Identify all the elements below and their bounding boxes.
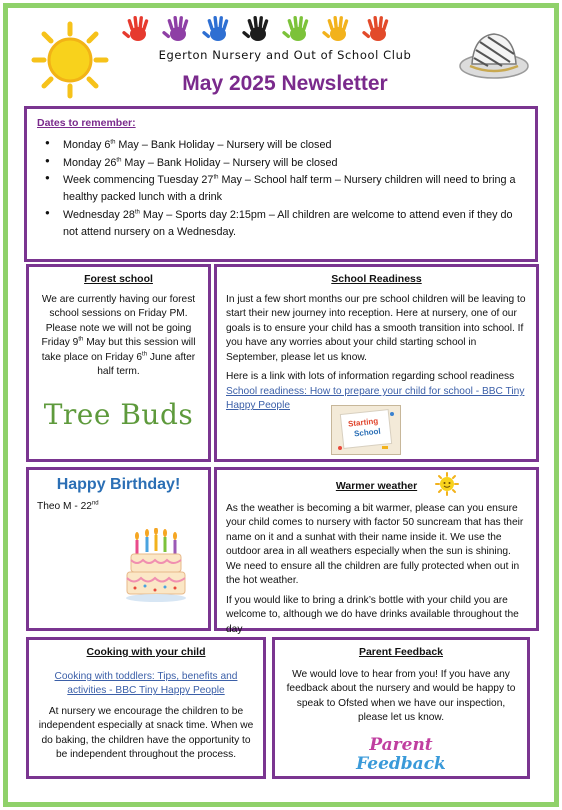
cooking-link[interactable]: Cooking with toddlers: Tips, benefits and activities - BBC Tiny Happy People <box>54 671 238 697</box>
warmer-weather-text: As the weather is becoming a bit warmer, please can you ensure your child comes to nursery with factor 50 suncream that has their name on it and a sunhat with their name inside it. We use the outdoor area in all weathers especially when the sun is shining. We need to ensure all the children are fully protected when out in the hot weather. <box>226 503 524 587</box>
starting-school-line1: Starting <box>347 416 379 429</box>
school-readiness-link[interactable]: School readiness: How to prepare your child for school - BBC Tiny Happy People <box>226 385 525 412</box>
handprint-icon <box>242 14 274 44</box>
sunhat-icon <box>458 28 530 82</box>
birthday-box <box>26 467 211 631</box>
dates-list <box>37 137 525 240</box>
cooking-box <box>26 637 266 779</box>
handprint-icon <box>202 14 234 44</box>
starting-school-image <box>331 405 401 455</box>
parent-feedback-word-1: Parent <box>369 734 433 755</box>
newsletter-title: May 2025 Newsletter <box>182 72 388 95</box>
forest-school-box <box>26 264 211 462</box>
school-readiness-box <box>214 264 539 462</box>
parent-feedback-title: Parent Feedback <box>358 646 444 658</box>
handprints-row <box>122 14 394 44</box>
list-item: ● Monday 26th May – Bank Holiday – Nursery will be closed <box>63 155 525 172</box>
warmer-weather-drinks-text: If you would like to bring a drink’s bottle with your child you are welcome to, although we do have drinks available throughout the day <box>226 594 519 635</box>
school-readiness-text: In just a few short months our pre school children will be leaving to start their new journey into reception. Here at nursery, one of our goals is to ensure your child has a smooth transition into school. If you have any worries about your child starting school in September, please let us know. <box>226 294 526 363</box>
list-item: ● Wednesday 28th May – Sports day 2:15pm – All children are welcome to attend even if they do not attend nursery on a Wednesday. <box>63 207 525 240</box>
list-item: ● Week commencing Tuesday 27th May – School half term – Nursery children will need to bring a healthy packed lunch with a drink <box>63 172 525 205</box>
sun-icon <box>30 20 110 100</box>
sun-icon <box>435 472 459 496</box>
dates-title: Dates to remember: <box>37 117 136 129</box>
birthday-title: Happy Birthday! <box>56 476 181 493</box>
birthday-name: Theo M - 22nd <box>37 500 99 512</box>
list-item: ● Monday 6th May – Bank Holiday – Nursery will be closed <box>63 137 525 154</box>
forest-school-title: Forest school <box>84 273 153 285</box>
handprint-icon <box>282 14 314 44</box>
warmer-weather-box <box>214 467 539 635</box>
school-readiness-title: School Readiness <box>331 273 422 285</box>
parent-feedback-text: We would love to hear from you! If you have any feedback about the nursery and would be happy to speak to Ofsted when we have our inspection, please let us know. <box>286 669 516 724</box>
tree-buds-logo: Tree Buds <box>43 397 194 431</box>
parent-feedback-box <box>272 637 530 779</box>
cooking-title: Cooking with your child <box>86 646 206 658</box>
birthday-cake-icon <box>125 528 187 608</box>
school-name: Egerton Nursery and Out of School Club <box>158 48 412 62</box>
warmer-weather-title: Warmer weather <box>335 480 418 492</box>
forest-school-text: We are currently having our forest school sessions on Friday PM. Please note we will not be going Friday 9th May but this session will take place on Friday 6th June after half term. <box>41 294 196 378</box>
cooking-text: At nursery we encourage the children to be independent especially at snack time. When we do baking, the children have the opportunity to be independent throughout the process. <box>38 705 254 761</box>
handprint-icon <box>122 14 154 44</box>
handprint-icon <box>362 14 394 44</box>
handprint-icon <box>322 14 354 44</box>
parent-feedback-word-2: Feedback <box>356 753 446 774</box>
starting-school-line2: School <box>353 426 382 439</box>
handprint-icon <box>162 14 194 44</box>
parent-feedback-image <box>284 736 518 773</box>
school-readiness-link-intro: Here is a link with lots of information regarding school readiness <box>226 371 515 383</box>
dates-to-remember-box <box>24 106 538 262</box>
